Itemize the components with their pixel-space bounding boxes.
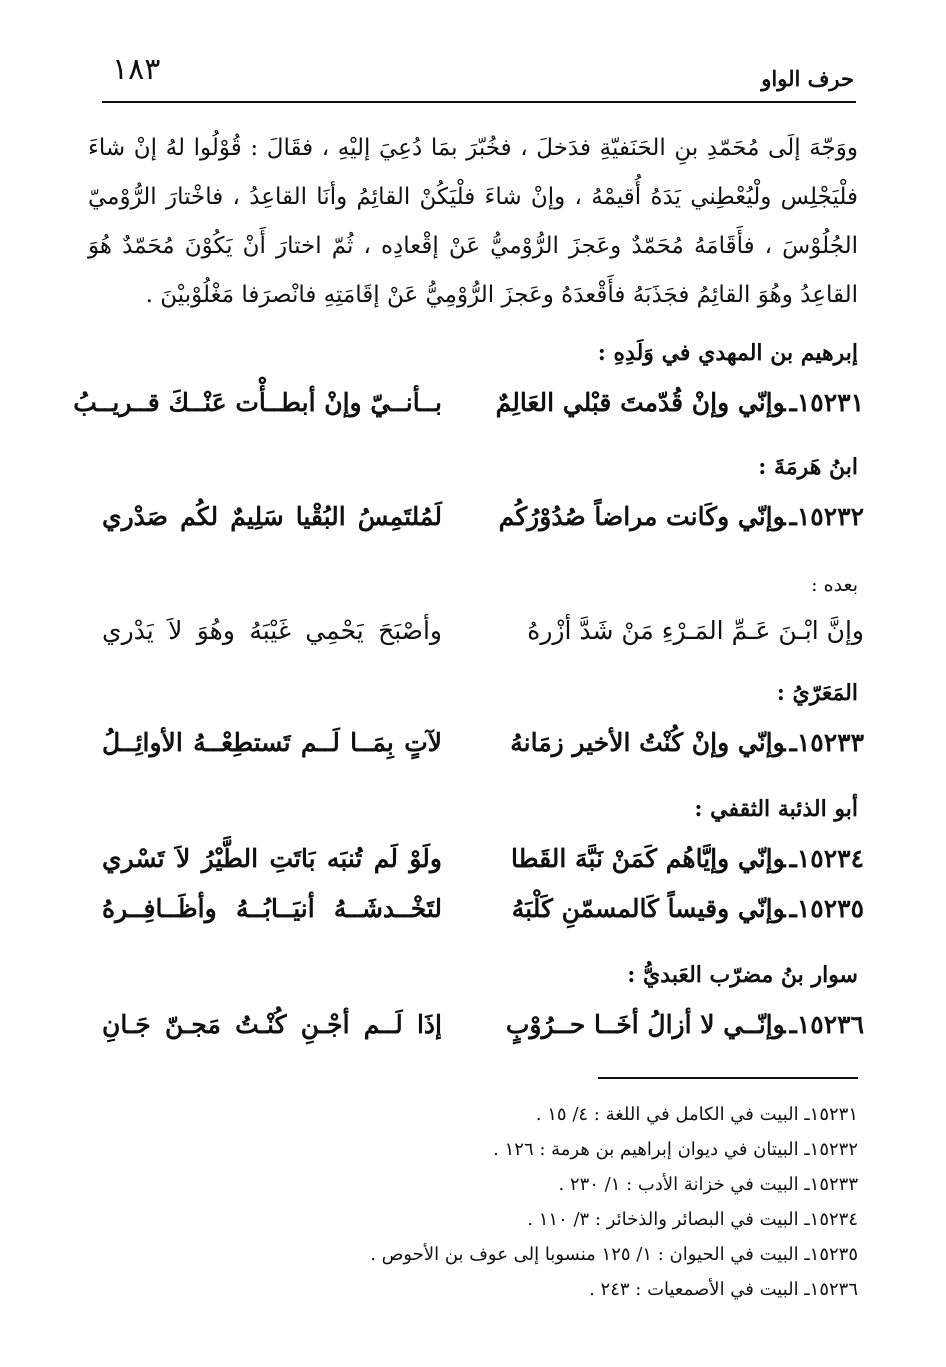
attribution-ibn-harma: ابنُ هَرمَةَ : xyxy=(758,454,858,480)
prose-text: ووَجّهَ إلَى مُحَمّدِ بنِ الحَنَفيّةِ فدَخلَ ، فخُبّرَ بمَا دُعِيَ إليْهِ ، فقَالَ : قُوْلُوا لهُ إنْ شاءَ فلْيَجْلِس ولْيُعْطِني يَدَهُ أُقيمْهُ ، وإنْ شاءَ فلْيَكُنْ القائِمُ وأنَا القاعِدُ ، فاخْتارَ الرُّوْميّ الجُلُوْسَ ، فأَقَامَهُ مُحَمّدٌ وعَجزَ الرُّوْميُّ عَنْ إقْعادِه ، ثُمّ اختارَ أَنْ يَكُوْنَ مُحَمّدٌ هُوَ القاعِدُ وهُوَ القائِمُ فجَذَبَهُ فأَقْعدَهُ وعَجزَ الرُّوْمِيُّ عَنْ إقَامَتِهِ فانْصرَفا مَغْلُوْبيْنَ . xyxy=(88,135,858,308)
footnotes xyxy=(158,1097,858,1307)
page-number: ١٨٣ xyxy=(112,52,161,87)
verse-15233 xyxy=(102,728,864,772)
running-header: حرف الواو xyxy=(761,66,854,91)
footnote-15234: ١٥٢٣٤ـ البيت في البصائر والذخائر : ٣/ ١١٠ . xyxy=(527,1209,858,1230)
verse-first-hemistich: ١٥٢٣٢ـوإنّي وكَانت مراضاً صُدُوْرُكُم xyxy=(498,502,864,531)
verse-number: ١٥٢٣١ـ xyxy=(789,388,864,417)
footnote-15233: ١٥٢٣٣ـ البيت في خزانة الأدب : ١/ ٢٣٠ . xyxy=(558,1174,858,1195)
verse-15231 xyxy=(73,388,864,432)
header-rule xyxy=(102,101,856,103)
verse-second-hemistich: لَمُلتَمِسُ البُقْيا سَلِيمٌ لكُم صَدْري xyxy=(102,502,442,531)
verse-second-hemistich: وأصْبَحَ يَحْمِي غَيْبَهُ وهُوَ لاَ يَدْري xyxy=(102,616,442,645)
verse-number: ١٥٢٣٢ـ xyxy=(789,502,864,531)
verse-first-hemistich: ١٥٢٣١ـوإنّي وإنْ قُدّمتَ قبْلي العَالِمٌ xyxy=(495,388,864,417)
verse-following xyxy=(102,616,864,660)
verse-15236 xyxy=(102,1010,864,1054)
verse-second-hemistich: إذَا لَــم أجْـنِ كُنْـتُ مَجـنّ جَـانِ xyxy=(102,1010,442,1039)
verse-number: ١٥٢٣٦ـ xyxy=(789,1010,864,1039)
verse-first-hemistich: ١٥٢٣٣ـوإنّي وإنْ كُنْتُ الأخير زمَانهُ xyxy=(510,728,864,757)
attribution-ibrahim-al-mahdi: إبرهيم بن المهدي في وَلَدِهِ : xyxy=(597,340,858,366)
verse-first-hemistich: ١٥٢٣٦ـوإنّــي لا أزالُ أخَــا حــرُوْبٍ xyxy=(505,1010,864,1039)
footnote-15232: ١٥٢٣٢ـ البيتان في ديوان إبراهيم بن هرمة : ١٢٦ . xyxy=(493,1139,858,1160)
attribution-sawar-ibn-mudarrib: سوار بنُ مضرّب العَبديُّ : xyxy=(627,962,858,988)
footnote-15231: ١٥٢٣١ـ البيت في الكامل في اللغة : ٤/ ١٥ . xyxy=(535,1104,858,1125)
verse-second-hemistich: ولَوْ لَم تُنبَه بَاتَتِ الطَّيْرُ لاَ تَسْري xyxy=(102,844,442,873)
verse-second-hemistich: لتَخْــدشَــهُ أنيَــابُــهُ وأظَــافِــرهُ xyxy=(102,894,442,923)
verse-second-hemistich: بــأنــيّ وإنْ أبطــأْت عَنْــكَ قــريــبُ xyxy=(73,388,442,417)
verse-second-hemistich: لآتٍ بِمَــا لَــم تَستطِعْــهُ الأوائِــلُ xyxy=(102,728,442,757)
attribution-abu-al-dhiba: أبو الذئبة الثقفي : xyxy=(694,796,858,822)
verse-number: ١٥٢٣٥ـ xyxy=(789,894,864,923)
footnote-15235: ١٥٢٣٥ـ البيت في الحيوان : ١/ ١٢٥ منسوبا إلى عوف بن الأحوص . xyxy=(370,1244,858,1265)
verse-15234 xyxy=(102,844,864,888)
verse-15232 xyxy=(102,502,864,546)
verse-number: ١٥٢٣٤ـ xyxy=(789,844,864,873)
prose-paragraph xyxy=(88,124,858,320)
verse-number: ١٥٢٣٣ـ xyxy=(789,728,864,757)
attribution-al-maarri: المَعَرّيُ : xyxy=(776,680,858,706)
verse-first-hemistich: ١٥٢٣٥ـوإنّي وقيساً كَالمسمّنِ كَلْبَهُ xyxy=(511,894,864,923)
footnote-15236: ١٥٢٣٦ـ البيت في الأصمعيات : ٢٤٣ . xyxy=(589,1279,858,1300)
footnote-rule xyxy=(598,1077,858,1079)
attribution-after-it: بعده : xyxy=(811,574,858,596)
verse-15235 xyxy=(102,894,864,938)
verse-first-hemistich: ١٥٢٣٤ـوإنّي وإيَّاهُم كَمَنْ نَبَّهَ القَطا xyxy=(511,844,864,873)
verse-first-hemistich: وإنَّ ابْـنَ عَـمِّ المَـرْءِ مَنْ شَدَّ أزْرهُ xyxy=(527,616,864,645)
